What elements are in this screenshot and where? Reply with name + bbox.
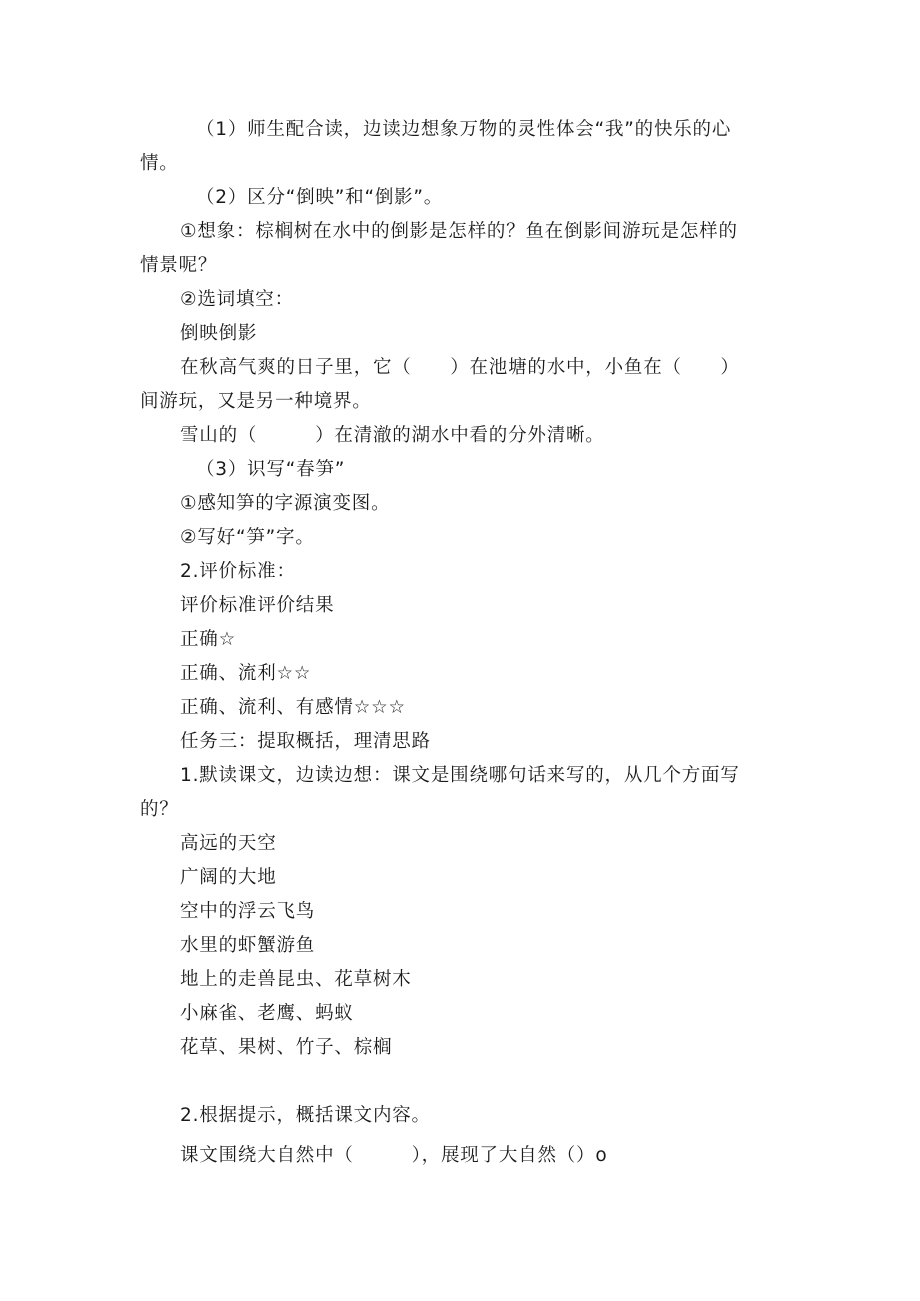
paragraph-line: （3）识写“春笋” bbox=[196, 459, 346, 480]
section-heading: 任务三：提取概括，理清思路 bbox=[180, 731, 431, 752]
list-item: 广阔的大地 bbox=[180, 867, 277, 888]
paragraph-line: 1.默读课文，边读边想：课文是围绕哪句话来写的，从几个方面写 bbox=[180, 765, 740, 786]
paragraph-line: 情景呢？ bbox=[140, 255, 218, 276]
paragraph-line: 情。 bbox=[140, 153, 179, 174]
list-item: 小麻雀、老鹰、蚂蚁 bbox=[180, 1003, 354, 1024]
list-item: 花草、果树、竹子、棕榈 bbox=[180, 1037, 393, 1058]
section-heading: 2.评价标准： bbox=[180, 561, 296, 582]
paragraph-line: 正确、流利☆☆ bbox=[180, 663, 312, 684]
paragraph-line: （1）师生配合读，边读边想象万物的灵性体会“我”的快乐的心 bbox=[196, 119, 732, 140]
paragraph-line: 倒映倒影 bbox=[180, 323, 258, 344]
section-heading: 2.根据提示，概括课文内容。 bbox=[180, 1105, 431, 1126]
paragraph-line: ②写好“笋”字。 bbox=[180, 527, 315, 548]
paragraph-line: （2）区分“倒映”和“倒影”。 bbox=[196, 187, 444, 208]
paragraph-line: 评价标准评价结果 bbox=[180, 595, 335, 616]
paragraph-line: 雪山的（ ）在清澈的湖水中看的分外清晰。 bbox=[180, 425, 605, 446]
paragraph-line: ①想象：棕榈树在水中的倒影是怎样的？鱼在倒影间游玩是怎样的 bbox=[180, 221, 738, 242]
paragraph-line: 正确、流利、有感情☆☆☆ bbox=[180, 697, 406, 718]
list-item: 高远的天空 bbox=[180, 833, 277, 854]
paragraph-line: ①感知笋的字源演变图。 bbox=[180, 493, 391, 514]
paragraph-line: 在秋高气爽的日子里，它（ ）在池塘的水中，小鱼在（ ） bbox=[180, 357, 740, 378]
paragraph-line: ②选词填空： bbox=[180, 289, 294, 310]
paragraph-line: 间游玩，又是另一种境界。 bbox=[140, 391, 372, 412]
paragraph-line: 课文围绕大自然中（ ），展现了大自然（）o bbox=[180, 1145, 608, 1166]
list-item: 空中的浮云飞鸟 bbox=[180, 901, 316, 922]
paragraph-line: 正确☆ bbox=[180, 629, 236, 650]
paragraph-line: 的？ bbox=[140, 799, 179, 820]
list-item: 地上的走兽昆虫、花草树木 bbox=[180, 969, 412, 990]
list-item: 水里的虾蟹游鱼 bbox=[180, 935, 316, 956]
